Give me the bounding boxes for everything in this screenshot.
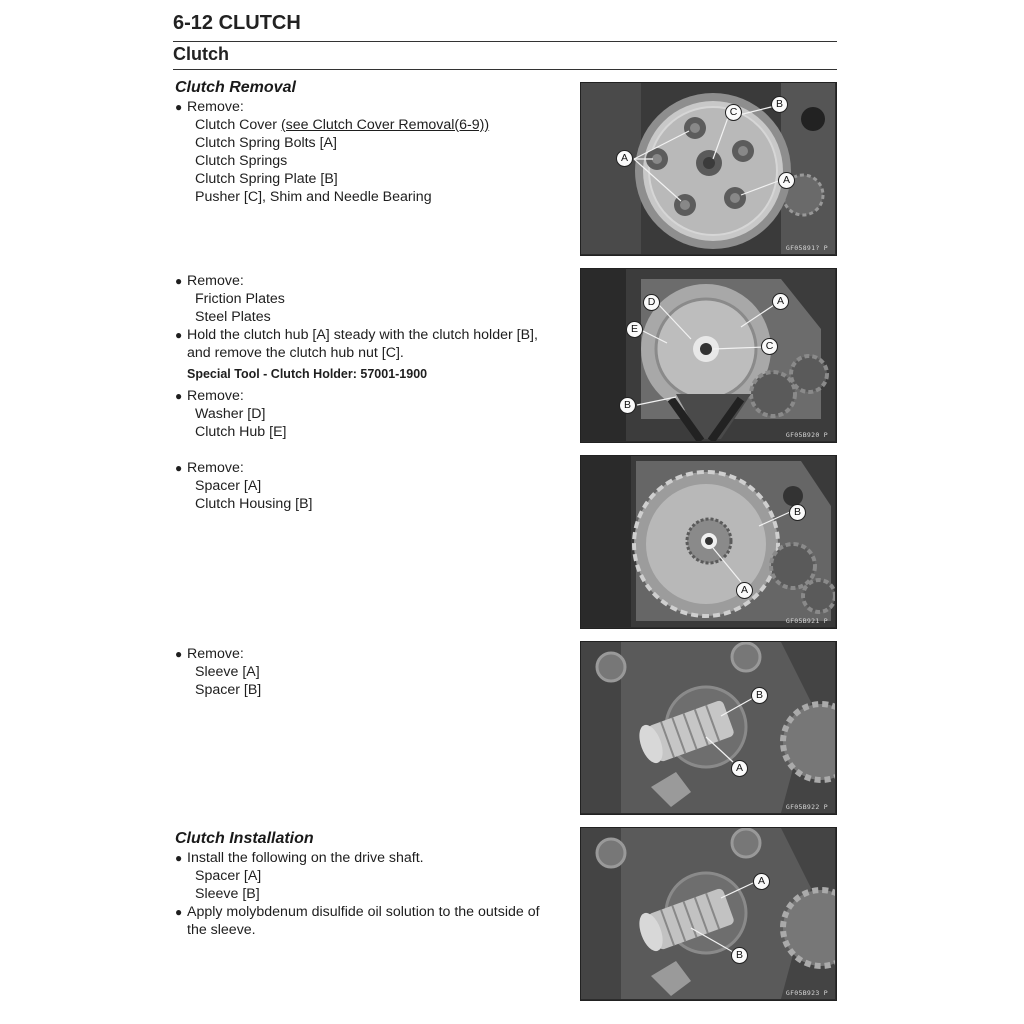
removal-item: Washer [D] [195, 406, 266, 422]
step-text: Remove: [187, 388, 244, 404]
removal-item: Clutch Spring Bolts [A] [195, 135, 337, 151]
callout-a: A [753, 873, 770, 890]
callout-e: E [626, 321, 643, 338]
removal-item: Pusher [C], Shim and Needle Bearing [195, 189, 432, 205]
bullet-icon: ● [175, 274, 183, 288]
removal-step-4 [175, 645, 570, 699]
removal-step-2 [175, 272, 570, 441]
installation-illustration [581, 828, 835, 999]
bullet-icon: ● [175, 647, 183, 661]
step-text: Remove: [187, 460, 244, 476]
page-section-title: 6-12 CLUTCH [173, 12, 301, 34]
removal-item: Friction Plates [195, 291, 285, 307]
removal-item: Clutch Housing [B] [195, 496, 313, 512]
figure-clutch-spring-plate [580, 82, 837, 256]
clutch-spring-plate-illustration [581, 83, 835, 254]
step-text-continued: and remove the clutch hub nut [C]. [187, 345, 404, 361]
callout-c: C [725, 104, 742, 121]
step-text: Install the following on the drive shaft. [187, 850, 424, 866]
removal-step-1 [175, 98, 570, 206]
removal-item: Clutch Hub [E] [195, 424, 287, 440]
step-text-continued: the sleeve. [187, 922, 256, 938]
step-text: Remove: [187, 646, 244, 662]
installation-steps [175, 849, 570, 939]
figure-code: GF05891? P [785, 244, 828, 252]
callout-b: B [789, 504, 806, 521]
removal-item: Clutch Springs [195, 153, 288, 169]
figure-code: GF05B921 P [785, 617, 828, 625]
figure-installation [580, 827, 837, 1001]
callout-a: A [736, 582, 753, 599]
removal-item: Steel Plates [195, 309, 271, 325]
figure-code: GF05B922 P [785, 803, 828, 811]
removal-item: Spacer [A] [195, 478, 262, 494]
callout-b: B [731, 947, 748, 964]
callout-b: B [751, 687, 768, 704]
bullet-icon: ● [175, 905, 183, 919]
removal-item: Spacer [B] [195, 682, 262, 698]
header-rule [173, 41, 837, 42]
figure-clutch-holder [580, 268, 837, 443]
install-item: Spacer [A] [195, 868, 262, 884]
callout-b: B [771, 96, 788, 113]
removal-step-3 [175, 459, 570, 513]
callout-a: A [772, 293, 789, 310]
install-item: Sleeve [B] [195, 886, 260, 902]
callout-c: C [761, 338, 778, 355]
figure-clutch-housing [580, 455, 837, 629]
item-text: Clutch Cover [195, 117, 281, 133]
special-tool-note: Special Tool - Clutch Holder: 57001-1900 [187, 367, 428, 381]
clutch-hub-holder-illustration [581, 269, 835, 441]
callout-d: D [643, 294, 660, 311]
removal-item: Clutch Spring Plate [B] [195, 171, 338, 187]
callout-a: A [616, 150, 633, 167]
bullet-icon: ● [175, 100, 183, 114]
sleeve-spacer-illustration [581, 642, 835, 813]
figure-code: GF05B923 P [785, 989, 828, 997]
removal-item: Sleeve [A] [195, 664, 260, 680]
step-text: Remove: [187, 99, 244, 115]
step-text: Remove: [187, 273, 244, 289]
bullet-icon: ● [175, 461, 183, 475]
bullet-icon: ● [175, 389, 183, 403]
figure-sleeve-spacer [580, 641, 837, 815]
clutch-cover-removal-link[interactable]: (see Clutch Cover Removal(6-9)) [280, 117, 490, 133]
callout-a: A [731, 760, 748, 777]
page-subtitle: Clutch [173, 44, 229, 64]
clutch-installation-title: Clutch Installation [175, 830, 314, 847]
callout-a: A [778, 172, 795, 189]
figure-code: GF05B920 P [785, 431, 828, 439]
step-text: Apply molybdenum disulfide oil solution to the outside of [187, 904, 540, 920]
bullet-icon: ● [175, 328, 183, 342]
clutch-housing-illustration [581, 456, 835, 627]
clutch-removal-title: Clutch Removal [175, 79, 296, 96]
bullet-icon: ● [175, 851, 183, 865]
step-text: Hold the clutch hub [A] steady with the clutch holder [B], [187, 327, 538, 343]
removal-item [175, 116, 570, 134]
subtitle-rule [173, 69, 837, 70]
callout-b: B [619, 397, 636, 414]
